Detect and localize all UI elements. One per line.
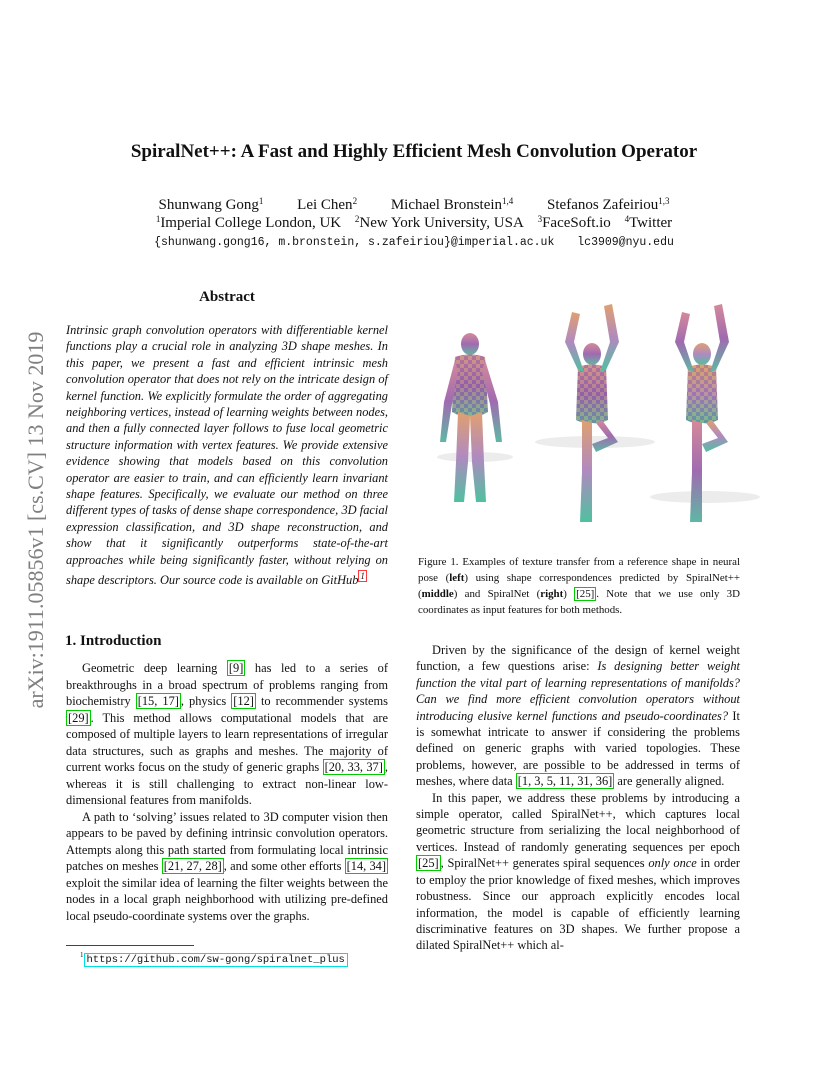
author: Lei Chen$^2$ xyxy=(297,196,358,213)
texture-transfer-figure xyxy=(420,292,765,552)
citation-link[interactable]: [29] xyxy=(68,710,89,725)
paragraph: Geometric deep learning [9] has led to a series of breakthroughs in a broad spectrum of problems ranging from biochemistry [15, 17] , physics [12] to recommender systems [29] . This method allows computational models that are composed of multiple layers to learn representations of irregular data structures, such as graphs and meshes. The majority of current works focus on the study of generic graphs [20, 33, 37] , whereas it is still challenging to extract non-linear low-dimensional features from manifolds. xyxy=(66,661,388,807)
citation-link[interactable]: [1, 3, 5, 11, 31, 36] xyxy=(517,774,613,789)
citation-link[interactable]: [12] xyxy=(233,694,254,708)
citation-link[interactable]: [20, 33, 37] xyxy=(324,760,383,774)
abstract-heading: Abstract xyxy=(199,289,255,305)
citation-link[interactable]: [9] xyxy=(228,661,244,675)
footnote: $^1$ https://github.com/sw-gong/spiralnet_plus xyxy=(80,951,348,966)
citation-link[interactable]: [25] xyxy=(576,588,595,600)
paragraph: A path to ‘solving’ issues related to 3D computer vision then appears to be paved by defining intrinsic convolution operators. Attempts along this path started from formulating local intrinsic patches on meshes [21, 27, 28] , and some other efforts [14, 34] exploit the similar idea of learning the filter weights between the nodes in a local graph neighborhood with utilizing pre-defined local pseudo-coordinate systems over the graphs. xyxy=(66,809,388,923)
author: Michael Bronstein$^{1,4}$ xyxy=(390,196,514,213)
paper-title: SpiralNet++: A Fast and Highly Efficient Mesh Convolution Operator xyxy=(130,141,698,162)
paragraph: In this paper, we address these problems by introducing a simple operator, called SpiralNet++, which captures local geometric structure from serializing the local neighborhood of vertices. Instead of randomly generating sequences per epoch [25] , SpiralNet++ generates spiral sequences only once in order to employ the prior knowledge of fixed meshes, which improves robustness. Since our approach explicitly encodes local information, the model is capable of efficiently learning discriminative features on 3D shapes. We further propose a dilated SpiralNet++ which al- xyxy=(416,790,740,953)
author: Shunwang Gong$^1$ xyxy=(158,196,264,213)
arxiv-id: arXiv:1911.05856v1 [cs.CV] 13 Nov 2019 xyxy=(23,331,48,709)
arxiv-stamp xyxy=(18,280,54,760)
affiliation: $^1$Imperial College London, UK xyxy=(155,214,342,231)
mesh-figure-middle xyxy=(565,304,619,522)
mesh-figure-left xyxy=(440,333,502,502)
affiliation: $^4$Twitter xyxy=(624,214,673,231)
affiliation-list xyxy=(60,214,768,232)
footnote-ref[interactable]: 1 xyxy=(360,571,365,582)
email: lc3909@nyu.edu xyxy=(577,236,674,249)
paragraph: Driven by the significance of the design of kernel weight function, a few questions arise: Is designing better weight function the vital part of learning representations of manifolds? Can we find more efficient convolution operators without introducing elusive kernel functions and pseudo-coordinates? It is somewhat intricate to answer if considering the problems defined on generic graphs with varied topologies. These problems, however, are possible to be addressed in terms of meshes, where data [1, 3, 5, 11, 31, 36] are generally aligned. xyxy=(416,643,741,789)
author-list xyxy=(60,196,768,214)
affiliation: $^3$FaceSoft.io xyxy=(537,214,611,231)
abstract-body: Intrinsic graph convolution operators with differentiable kernel functions play a crucial role in analyzing 3D shape meshes. In this paper, we present a fast and efficient intrinsic mesh convolution operator that does not rely on the intricate design of kernel function. We explicitly formulate the order of aggregating neighboring vertices, instead of learning weights between nodes, and then a fully connected layer follows to fuse local geometric structure information with vertex features. We provide extensive evidence showing that models based on this convolution operator are easier to train, and can efficiently learn invariant shape features. Specifically, we evaluate our method on three different types of tasks of dense shape correspondence, 3D facial expression classification, and 3D shape reconstruction, and show that it significantly outperforms state-of-the-art approaches while being significantly faster, without relying on shape descriptors. Our source code is available on GitHub $^1$ xyxy=(66,323,388,588)
citation-link[interactable]: [25] xyxy=(418,856,439,871)
section-heading: 1. Introduction xyxy=(65,633,162,649)
citation-link[interactable]: [14, 34] xyxy=(346,859,386,873)
citation-link[interactable]: [21, 27, 28] xyxy=(163,859,222,873)
affiliation: $^2$New York University, USA xyxy=(354,214,524,231)
figure-caption: Figure 1. Examples of texture transfer from a reference shape in neural pose (left) using shape correspondences predicted by SpiralNet++ (middle) and SpiralNet (right) [25] . Note that we use only 3D coordinates as input features for both methods. xyxy=(418,556,741,616)
footnote-rule xyxy=(66,945,194,946)
author: Stefanos Zafeiriou$^{1,3}$ xyxy=(547,196,670,213)
mesh-figure-right xyxy=(675,304,729,522)
github-link[interactable]: https://github.com/sw-gong/spiralnet_plus xyxy=(84,953,348,967)
email: {shunwang.gong16, m.bronstein, s.zafeiriou}@imperial.ac.uk xyxy=(154,236,555,249)
right-column-text xyxy=(416,642,740,954)
citation-link[interactable]: [15, 17] xyxy=(137,694,179,708)
email-list xyxy=(60,236,768,249)
intro-text xyxy=(66,660,388,924)
